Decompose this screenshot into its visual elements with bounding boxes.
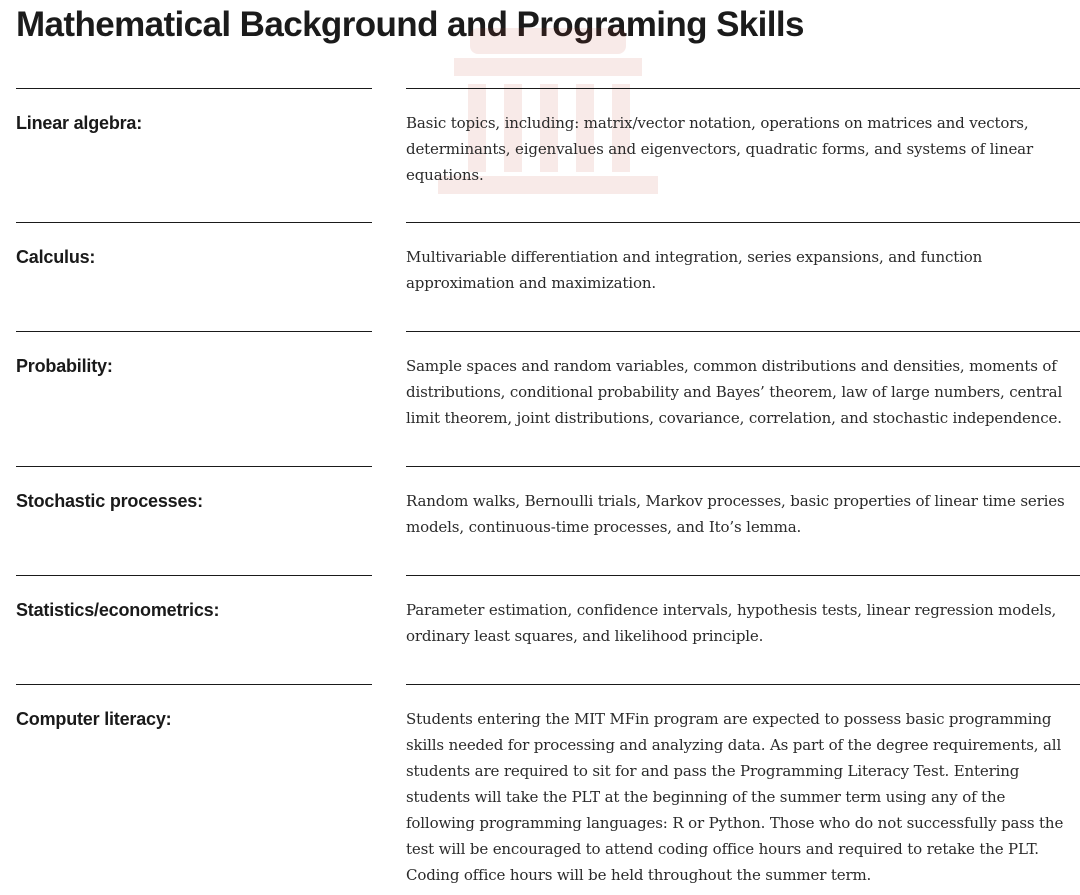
- row-divider: [16, 684, 372, 685]
- row-divider: [406, 684, 1080, 685]
- row-divider: [406, 222, 1080, 223]
- row-divider: [406, 331, 1080, 332]
- topic-description: Sample spaces and random variables, common distributions and densities, moments of distributions, conditional probability and Bayes’ theorem, law of large numbers, central limit theorem, joint distributions, covariance, correlation, and stochastic independence.: [406, 357, 1063, 427]
- row-divider: [16, 222, 372, 223]
- row-divider: [406, 575, 1080, 576]
- topic-label: Computer literacy:: [16, 709, 172, 729]
- topic-label: Stochastic processes:: [16, 491, 203, 511]
- topic-description: Multivariable differentiation and integration, series expansions, and function approximation and maximization.: [406, 248, 983, 292]
- row-divider: [406, 466, 1080, 467]
- row-divider: [406, 88, 1080, 89]
- topic-label: Probability:: [16, 356, 113, 376]
- topic-description: Basic topics, including: matrix/vector notation, operations on matrices and vectors, determinants, eigenvalues and eigenvectors, quadratic forms, and systems of linear equations.: [406, 114, 1033, 184]
- row-divider: [16, 331, 372, 332]
- topic-description: Random walks, Bernoulli trials, Markov processes, basic properties of linear time series models, continuous-time processes, and Ito’s lemma.: [406, 492, 1065, 536]
- topic-label: Calculus:: [16, 247, 96, 267]
- watermark-pediment: [454, 58, 642, 76]
- topic-description: Students entering the MIT MFin program are expected to possess basic programming skills needed for processing and analyzing data. As part of the degree requirements, all students are required to sit for and pass the Programming Literacy Test. Entering students will take the PLT at the beginning of the summer term using any of the following programming languages: R or Python. Those who do not successfully pass the test will be encouraged to attend coding office hours and required to retake the PLT. Coding office hours will be held throughout the summer term.: [406, 710, 1064, 884]
- topic-label: Statistics/econometrics:: [16, 600, 220, 620]
- row-divider: [16, 466, 372, 467]
- row-divider: [16, 575, 372, 576]
- topic-label: Linear algebra:: [16, 113, 143, 133]
- topic-description: Parameter estimation, confidence intervals, hypothesis tests, linear regression models, ordinary least squares, and likelihood principle.: [406, 601, 1057, 645]
- row-divider: [16, 88, 372, 89]
- page-title: Mathematical Background and Programing Skills: [16, 5, 804, 44]
